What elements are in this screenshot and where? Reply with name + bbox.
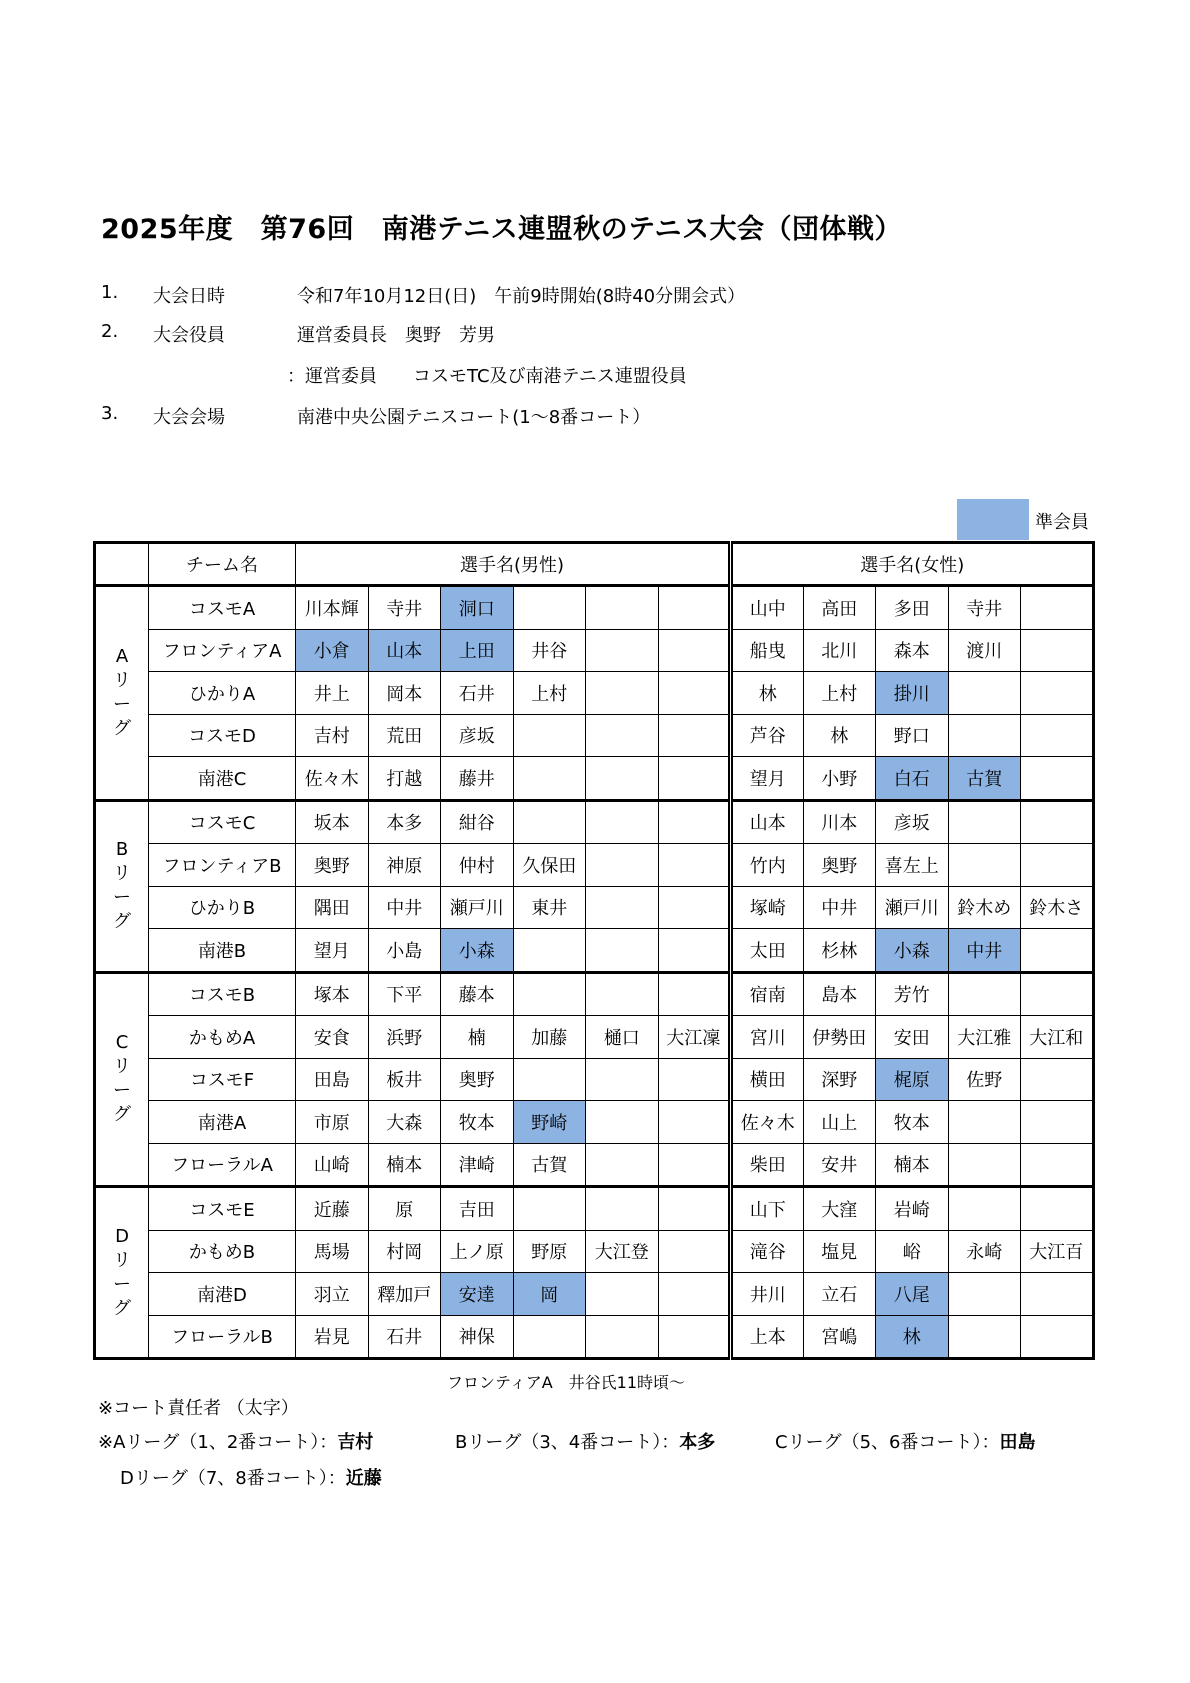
female-player-cell: 立石 [803,1273,876,1316]
league-label-char: D [115,1225,129,1247]
male-player-cell: 仲村 [441,844,514,887]
female-player-cell: 瀬戸川 [876,886,949,929]
female-player-cell: 喜左上 [876,844,949,887]
male-player-cell: 野原 [513,1230,586,1273]
female-player-cell: 竹内 [731,844,804,887]
table-row [95,1315,1094,1359]
female-player-cell: 芦谷 [731,714,804,757]
female-player-cell: 山本 [731,800,804,844]
female-player-cell: 島本 [803,972,876,1016]
info-value: 運営委員長 奥野 芳男 [297,325,495,346]
empty-player-cell [658,1187,731,1231]
male-player-cell: 岡本 [368,672,441,715]
male-player-cell: 小倉 [296,629,369,672]
empty-player-cell [1021,1273,1094,1316]
empty-player-cell [658,714,731,757]
female-player-cell: 宿南 [731,972,804,1016]
table-row [95,714,1094,757]
court-assignment-label: ※Aリーグ（1、2番コート）： [98,1432,338,1453]
male-player-cell: 坂本 [296,800,369,844]
male-player-cell: 岩見 [296,1315,369,1359]
empty-player-cell [513,586,586,630]
empty-player-cell [948,1101,1021,1144]
male-player-cell: 洞口 [441,586,514,630]
female-player-cell: 宮嶋 [803,1315,876,1359]
team-name: 南港C [149,757,296,801]
empty-player-cell [1021,844,1094,887]
male-player-cell: 岡 [513,1273,586,1316]
male-player-cell: 奥野 [441,1058,514,1101]
male-player-cell: 大江凜 [658,1016,731,1059]
team-name: 南港B [149,929,296,973]
female-player-cell: 芳竹 [876,972,949,1016]
female-player-cell: 大江和 [1021,1016,1094,1059]
male-player-cell: 吉村 [296,714,369,757]
team-roster-table [93,541,1095,1360]
female-player-cell: 森本 [876,629,949,672]
info-label: 大会会場 [153,407,225,428]
table-row [95,886,1094,929]
empty-player-cell [658,757,731,801]
female-player-cell: 柴田 [731,1143,804,1187]
male-player-cell: 古賀 [513,1143,586,1187]
late-arrival-note: フロンティアA 井谷氏11時頃～ [447,1373,686,1392]
female-player-cell: 深野 [803,1058,876,1101]
male-player-cell: 紺谷 [441,800,514,844]
empty-player-cell [658,1101,731,1144]
league-label-char: グ [113,911,131,932]
table-header-row [95,543,1094,586]
table-row [95,586,1094,630]
empty-player-cell [513,1315,586,1359]
male-player-cell: 久保田 [513,844,586,887]
female-player-cell: 上村 [803,672,876,715]
male-player-cell: 馬場 [296,1230,369,1273]
male-player-cell: 寺井 [368,586,441,630]
male-player-cell: 山崎 [296,1143,369,1187]
league-label-char: リ [113,863,131,884]
male-player-cell: 村岡 [368,1230,441,1273]
empty-player-cell [948,800,1021,844]
footer-court-b [455,1428,715,1454]
male-player-cell: 神保 [441,1315,514,1359]
female-player-cell: 中井 [803,886,876,929]
empty-player-cell [586,1273,659,1316]
header-women-players: 選手名(女性) [731,543,1094,586]
league-label-char: リ [113,1056,131,1078]
male-player-cell: 上ノ原 [441,1230,514,1273]
female-player-cell: 中井 [948,929,1021,973]
team-name: コスモD [149,714,296,757]
info-label: 大会日時 [153,286,225,307]
league-label-char: ー [113,887,131,908]
male-player-cell: 隅田 [296,886,369,929]
female-player-cell: 白石 [876,757,949,801]
empty-player-cell [586,757,659,801]
male-player-cell: 望月 [296,929,369,973]
document-title: 2025年度 第76回 南港テニス連盟秋のテニス大会（団体戦） [101,214,903,245]
table-row [95,1143,1094,1187]
empty-player-cell [586,714,659,757]
header-men-players: 選手名(男性) [296,543,731,586]
empty-player-cell [586,1187,659,1231]
empty-player-cell [1021,1187,1094,1231]
male-player-cell: 井谷 [513,629,586,672]
male-player-cell: 樋口 [586,1016,659,1059]
empty-player-cell [586,886,659,929]
empty-player-cell [948,844,1021,887]
header-team-name: チーム名 [149,543,296,586]
empty-player-cell [513,1058,586,1101]
empty-player-cell [1021,672,1094,715]
male-player-cell: 塚本 [296,972,369,1016]
table-row [95,1101,1094,1144]
female-player-cell: 滝谷 [731,1230,804,1273]
empty-player-cell [658,1058,731,1101]
male-player-cell: 神原 [368,844,441,887]
empty-player-cell [1021,1143,1094,1187]
female-player-cell: 野口 [876,714,949,757]
league-label-char: A [115,645,129,667]
male-player-cell: 石井 [368,1315,441,1359]
league-label-char: リ [113,1249,131,1271]
female-player-cell: 安井 [803,1143,876,1187]
male-player-cell: 瀬戸川 [441,886,514,929]
court-manager-name: 本多 [679,1432,716,1453]
male-player-cell: 牧本 [441,1101,514,1144]
league-label-char: ー [113,1080,131,1102]
male-player-cell: 奥野 [296,844,369,887]
info-value: 南港中央公園テニスコート(1～8番コート） [297,407,651,428]
team-name: フローラルA [149,1143,296,1187]
empty-player-cell [513,757,586,801]
empty-player-cell [948,972,1021,1016]
table-row [95,1230,1094,1273]
table-row [95,800,1094,844]
female-player-cell: 望月 [731,757,804,801]
female-player-cell: 山上 [803,1101,876,1144]
male-player-cell: 東井 [513,886,586,929]
empty-player-cell [948,1315,1021,1359]
male-player-cell: 大江登 [586,1230,659,1273]
female-player-cell: 杉林 [803,929,876,973]
empty-player-cell [658,1273,731,1316]
male-player-cell: 原 [368,1187,441,1231]
empty-player-cell [586,1058,659,1101]
info-number: 3. [101,403,119,424]
male-player-cell: 小島 [368,929,441,973]
male-player-cell: 井上 [296,672,369,715]
male-player-cell: 打越 [368,757,441,801]
table-row [95,757,1094,801]
female-player-cell: 大江百 [1021,1230,1094,1273]
female-player-cell: 八尾 [876,1273,949,1316]
empty-player-cell [586,1315,659,1359]
female-player-cell: 横田 [731,1058,804,1101]
female-player-cell: 林 [803,714,876,757]
empty-player-cell [658,844,731,887]
footer-court-a [98,1428,373,1454]
male-player-cell: 荒田 [368,714,441,757]
footer-court-manager-note: ※コート責任者 （太字） [98,1398,299,1419]
female-player-cell: 安田 [876,1016,949,1059]
female-player-cell: 北川 [803,629,876,672]
female-player-cell: 彦坂 [876,800,949,844]
male-player-cell: 津崎 [441,1143,514,1187]
team-name: コスモA [149,586,296,630]
empty-player-cell [513,800,586,844]
male-player-cell: 佐々木 [296,757,369,801]
female-player-cell: 宮川 [731,1016,804,1059]
empty-player-cell [948,672,1021,715]
male-player-cell: 野崎 [513,1101,586,1144]
info-label: 大会役員 [153,325,225,346]
empty-player-cell [948,1273,1021,1316]
table-row [95,972,1094,1016]
court-assignment-label: Cリーグ（5、6番コート）： [775,1432,1000,1453]
empty-player-cell [1021,1058,1094,1101]
empty-player-cell [1021,586,1094,630]
empty-player-cell [1021,1315,1094,1359]
male-player-cell: 石井 [441,672,514,715]
female-player-cell: 林 [876,1315,949,1359]
male-player-cell: 上田 [441,629,514,672]
male-player-cell: 田島 [296,1058,369,1101]
male-player-cell: 吉田 [441,1187,514,1231]
empty-player-cell [1021,972,1094,1016]
female-player-cell: 掛川 [876,672,949,715]
male-player-cell: 藤本 [441,972,514,1016]
empty-player-cell [1021,1101,1094,1144]
league-label-char: グ [113,1104,131,1126]
empty-player-cell [948,1143,1021,1187]
female-player-cell: 小森 [876,929,949,973]
male-player-cell: 山本 [368,629,441,672]
empty-player-cell [658,629,731,672]
team-name: 南港D [149,1273,296,1316]
female-player-cell: 楠本 [876,1143,949,1187]
male-player-cell: 安達 [441,1273,514,1316]
court-manager-name: 近藤 [345,1468,382,1489]
female-player-cell: 船曳 [731,629,804,672]
male-player-cell: 浜野 [368,1016,441,1059]
empty-player-cell [513,972,586,1016]
table-row [95,1187,1094,1231]
associate-member-legend-label: 準会員 [1035,512,1089,533]
empty-player-cell [513,714,586,757]
empty-player-cell [658,972,731,1016]
table-row [95,1273,1094,1316]
team-name: コスモC [149,800,296,844]
empty-player-cell [658,1230,731,1273]
league-label-char: B [115,839,129,860]
female-player-cell: 太田 [731,929,804,973]
table-row [95,1058,1094,1101]
female-player-cell: 多田 [876,586,949,630]
female-player-cell: 佐野 [948,1058,1021,1101]
empty-player-cell [658,1315,731,1359]
team-name: 南港A [149,1101,296,1144]
male-player-cell: 近藤 [296,1187,369,1231]
male-player-cell: 加藤 [513,1016,586,1059]
league-label [95,800,149,972]
male-player-cell: 彦坂 [441,714,514,757]
info-number: 2. [101,321,119,342]
empty-player-cell [586,672,659,715]
empty-player-cell [586,929,659,973]
female-player-cell: 奥野 [803,844,876,887]
male-player-cell: 安食 [296,1016,369,1059]
female-player-cell: 鈴木さ [1021,886,1094,929]
team-name: かもめB [149,1230,296,1273]
female-player-cell: 上本 [731,1315,804,1359]
footer-court-d [120,1464,382,1490]
team-name: コスモE [149,1187,296,1231]
male-player-cell: 大森 [368,1101,441,1144]
male-player-cell: 板井 [368,1058,441,1101]
female-player-cell: 永崎 [948,1230,1021,1273]
female-player-cell: 寺井 [948,586,1021,630]
male-player-cell: 楠本 [368,1143,441,1187]
court-assignment-label: Dリーグ（7、8番コート）： [120,1468,346,1489]
female-player-cell: 山中 [731,586,804,630]
empty-player-cell [1021,800,1094,844]
team-name: ひかりB [149,886,296,929]
male-player-cell: 釋加戸 [368,1273,441,1316]
empty-player-cell [586,972,659,1016]
male-player-cell: 羽立 [296,1273,369,1316]
male-player-cell: 小森 [441,929,514,973]
empty-player-cell [586,800,659,844]
table-row [95,672,1094,715]
female-player-cell: 林 [731,672,804,715]
empty-player-cell [586,586,659,630]
female-player-cell: 牧本 [876,1101,949,1144]
empty-player-cell [1021,714,1094,757]
empty-player-cell [658,800,731,844]
team-name: ひかりA [149,672,296,715]
female-player-cell: 伊勢田 [803,1016,876,1059]
female-player-cell: 川本 [803,800,876,844]
female-player-cell: 高田 [803,586,876,630]
male-player-cell: 川本輝 [296,586,369,630]
female-player-cell: 梶原 [876,1058,949,1101]
table-row [95,1016,1094,1059]
male-player-cell: 本多 [368,800,441,844]
empty-player-cell [658,886,731,929]
team-name: コスモB [149,972,296,1016]
table-row [95,629,1094,672]
male-player-cell: 上村 [513,672,586,715]
league-label-char: リ [113,669,131,691]
league-label [95,1187,149,1359]
empty-player-cell [658,586,731,630]
associate-member-legend-swatch [957,499,1029,540]
court-assignment-label: Bリーグ（3、4番コート）： [455,1432,680,1453]
team-name: コスモF [149,1058,296,1101]
table-row [95,929,1094,973]
team-name: フロンティアB [149,844,296,887]
team-name: フロンティアA [149,629,296,672]
male-player-cell: 下平 [368,972,441,1016]
empty-player-cell [586,844,659,887]
league-label-char: C [115,1032,129,1054]
female-player-cell: 山下 [731,1187,804,1231]
female-player-cell: 峪 [876,1230,949,1273]
empty-player-cell [658,929,731,973]
male-player-cell: 中井 [368,886,441,929]
female-player-cell: 渡川 [948,629,1021,672]
empty-player-cell [1021,929,1094,973]
empty-player-cell [586,1143,659,1187]
team-name: フローラルB [149,1315,296,1359]
league-label-char: グ [113,1297,131,1319]
female-player-cell: 小野 [803,757,876,801]
female-player-cell: 佐々木 [731,1101,804,1144]
header-league [95,543,149,586]
empty-player-cell [586,629,659,672]
table-row [95,844,1094,887]
info-number: 1. [101,282,119,303]
team-name: かもめA [149,1016,296,1059]
footer-court-c [775,1428,1035,1454]
empty-player-cell [658,1143,731,1187]
female-player-cell: 岩崎 [876,1187,949,1231]
league-label [95,972,149,1187]
court-manager-name: 吉村 [337,1432,374,1453]
info-value: 令和7年10月12日(日) 午前9時開始(8時40分開会式） [297,286,746,307]
female-player-cell: 塚崎 [731,886,804,929]
court-manager-name: 田島 [999,1432,1036,1453]
empty-player-cell [513,929,586,973]
league-label-char: ー [113,1273,131,1295]
empty-player-cell [948,1187,1021,1231]
empty-player-cell [513,1187,586,1231]
empty-player-cell [948,714,1021,757]
league-label [95,586,149,801]
league-label-char: ー [113,693,131,715]
male-player-cell: 藤井 [441,757,514,801]
roster-body [95,586,1094,1359]
male-player-cell: 市原 [296,1101,369,1144]
empty-player-cell [1021,629,1094,672]
male-player-cell: 楠 [441,1016,514,1059]
female-player-cell: 大窪 [803,1187,876,1231]
empty-player-cell [586,1101,659,1144]
female-player-cell: 井川 [731,1273,804,1316]
empty-player-cell [658,672,731,715]
female-player-cell: 塩見 [803,1230,876,1273]
empty-player-cell [1021,757,1094,801]
female-player-cell: 鈴木め [948,886,1021,929]
info-value: ：運営委員 コスモTC及び南港テニス連盟役員 [287,366,687,387]
female-player-cell: 古賀 [948,757,1021,801]
league-label-char: グ [113,717,131,739]
female-player-cell: 大江雅 [948,1016,1021,1059]
